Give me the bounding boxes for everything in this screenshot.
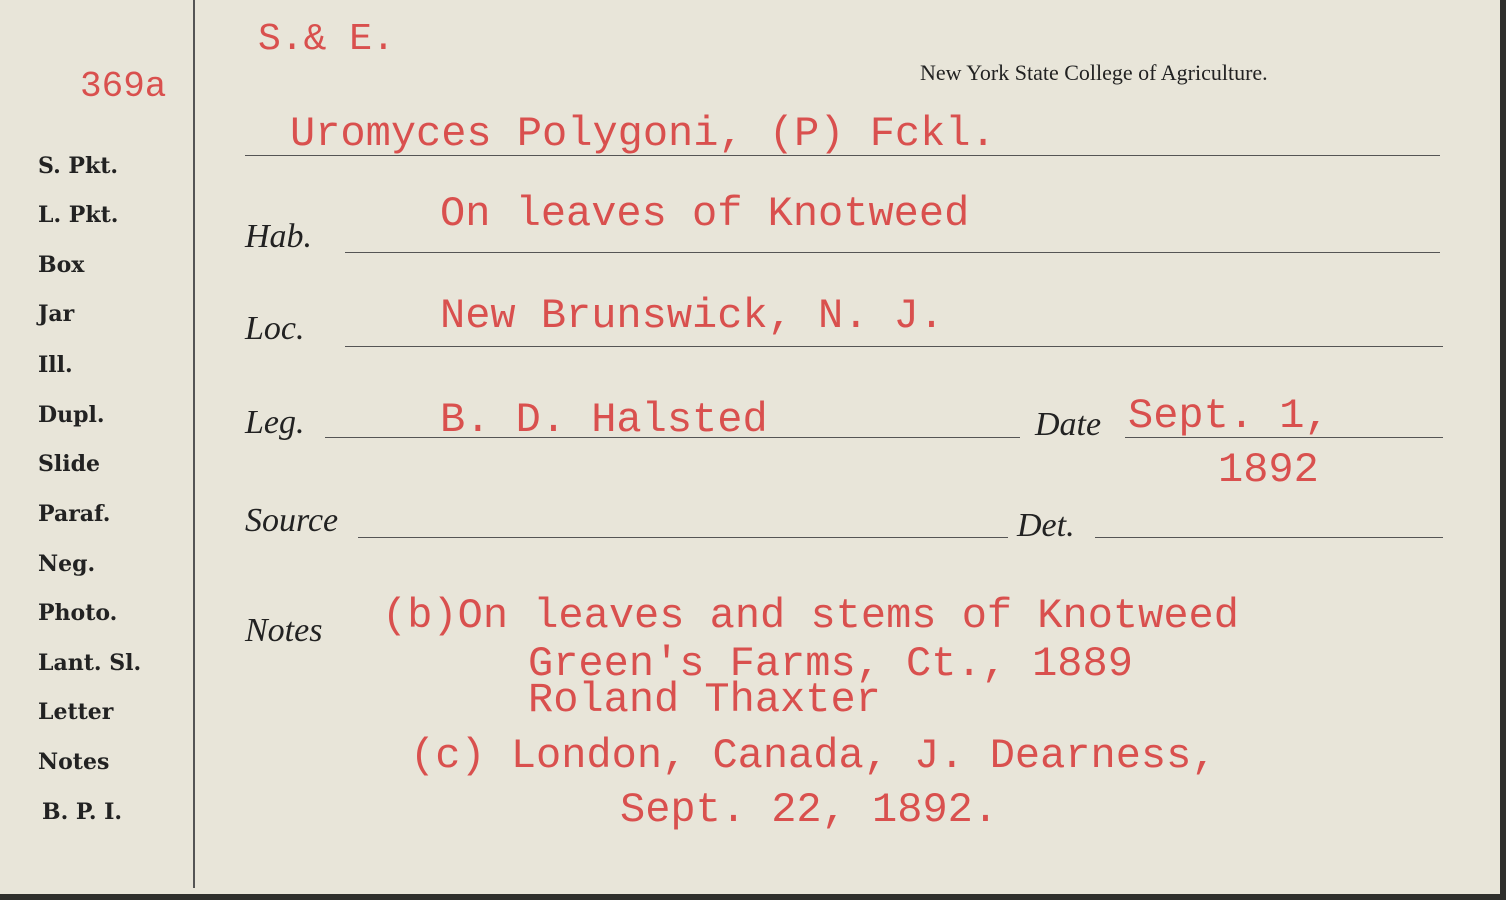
side-label-lant-sl: Lant. Sl.: [38, 650, 142, 676]
det-label: Det.: [1017, 507, 1075, 544]
side-label-neg: Neg.: [38, 551, 96, 577]
side-label-dupl: Dupl.: [38, 402, 105, 428]
side-label-ill: Ill.: [38, 352, 73, 378]
side-label-l-pkt: L. Pkt.: [38, 202, 119, 228]
notes-line-1: (b)On leaves and stems of Knotweed: [382, 592, 1239, 640]
side-label-slide: Slide: [38, 451, 100, 477]
catalog-number: 369a: [80, 66, 167, 107]
loc-label: Loc.: [245, 310, 305, 347]
side-label-bpi: B. P. I.: [42, 799, 123, 825]
notes-line-5: Sept. 22, 1892.: [620, 786, 999, 834]
date-value-line2: 1892: [1218, 446, 1319, 494]
sidebar-divider: [193, 0, 195, 888]
institution-name: New York State College of Agriculture.: [920, 60, 1268, 85]
hab-rule: [345, 252, 1440, 253]
collector-value: B. D. Halsted: [440, 396, 768, 444]
side-label-jar: Jar: [38, 301, 75, 327]
side-label-s-pkt: S. Pkt.: [38, 153, 119, 179]
habitat-value: On leaves of Knotweed: [440, 190, 970, 238]
date-value-line1: Sept. 1,: [1128, 392, 1330, 440]
source-rule: [358, 537, 1008, 538]
side-label-box: Box: [38, 252, 85, 278]
collection-stamp: S.& E.: [258, 18, 395, 61]
notes-line-4: (c) London, Canada, J. Dearness,: [410, 732, 1217, 780]
notes-line-3: Roland Thaxter: [528, 676, 881, 724]
leg-label: Leg.: [245, 404, 305, 441]
side-label-notes: Notes: [38, 749, 110, 775]
species-rule: [245, 155, 1440, 156]
date-label: Date: [1035, 406, 1102, 443]
locality-value: New Brunswick, N. J.: [440, 292, 945, 340]
source-label: Source: [245, 502, 339, 539]
notes-label: Notes: [245, 612, 323, 649]
side-label-paraf: Paraf.: [38, 501, 111, 527]
species-name: Uromyces Polygoni, (P) Fckl.: [290, 110, 996, 158]
side-label-photo: Photo.: [38, 600, 118, 626]
side-label-letter: Letter: [38, 699, 114, 725]
det-rule: [1095, 537, 1443, 538]
loc-rule: [345, 346, 1443, 347]
hab-label: Hab.: [245, 218, 313, 255]
notes-line-2: Green's Farms, Ct., 1889: [528, 640, 1133, 688]
